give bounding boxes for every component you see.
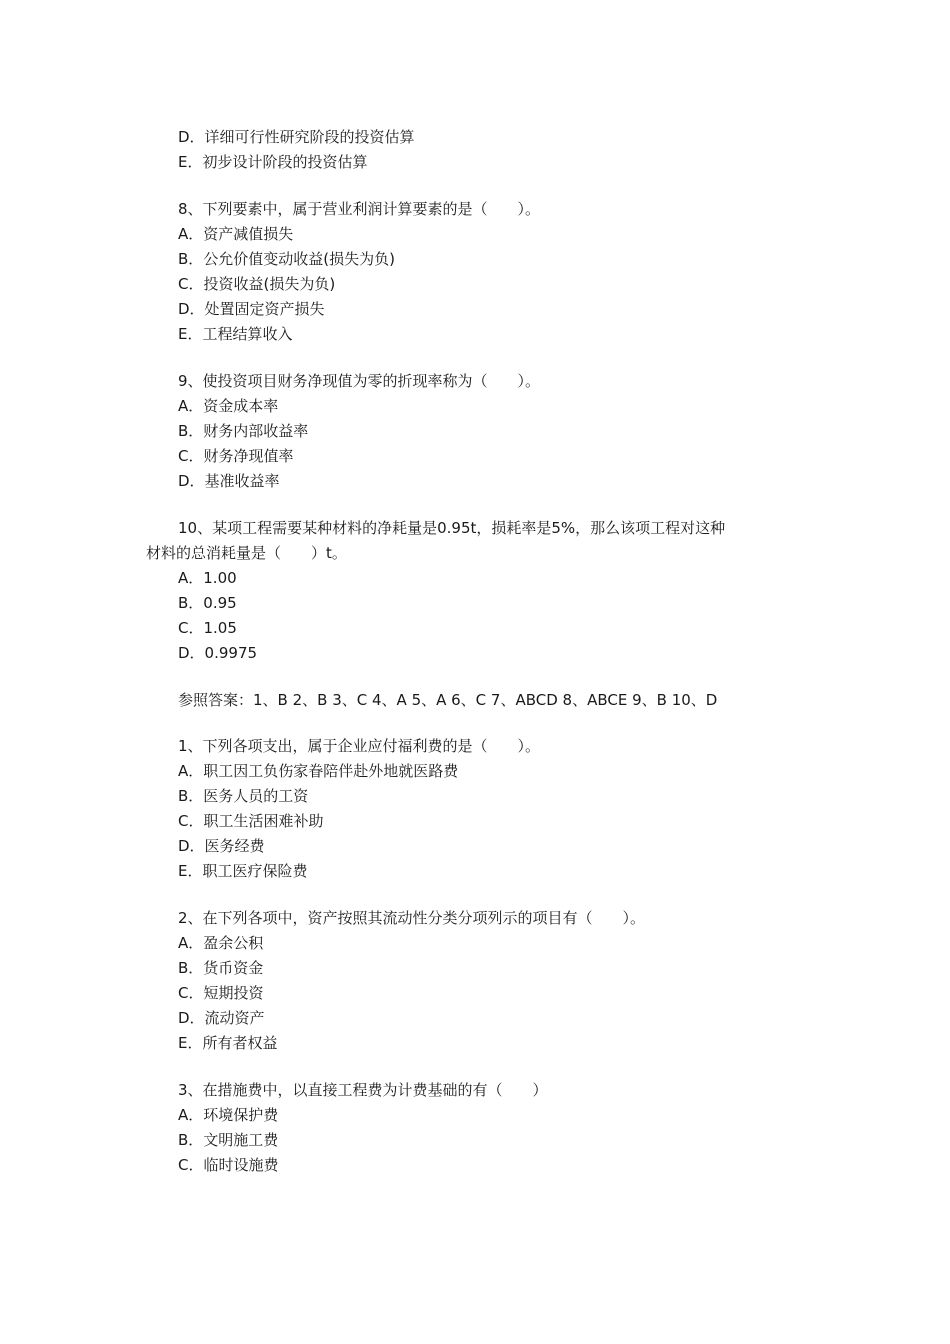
s2-q2-option-e: E．所有者权益	[178, 1034, 278, 1052]
s2-q1-option-e: E．职工医疗保险费	[178, 862, 308, 880]
q8-question: 8、下列要素中，属于营业利润计算要素的是（ ）。	[178, 200, 541, 218]
q10-option-b: B．0.95	[178, 594, 237, 612]
s2-q1-option-c: C．职工生活困难补助	[178, 812, 324, 830]
s2-q1-option-d: D．医务经费	[178, 837, 265, 855]
s2-q2-question: 2、在下列各项中，资产按照其流动性分类分项列示的项目有（ ）。	[178, 909, 646, 927]
s2-q3-option-c: C．临时设施费	[178, 1156, 279, 1174]
s2-q2-option-d: D．流动资产	[178, 1009, 265, 1027]
q9-question: 9、使投资项目财务净现值为零的折现率称为（ ）。	[178, 372, 541, 390]
q9-option-c: C．财务净现值率	[178, 447, 294, 465]
q8-option-a: A．资产减值损失	[178, 225, 294, 243]
s2-q3-option-a: A．环境保护费	[178, 1106, 279, 1124]
q9-option-d: D．基准收益率	[178, 472, 280, 490]
q8-option-c: C．投资收益(损失为负)	[178, 275, 336, 293]
q10-option-d: D．0.9975	[178, 644, 258, 662]
s2-q1-option-b: B．医务人员的工资	[178, 787, 309, 805]
q7-option-d: D．详细可行性研究阶段的投资估算	[178, 128, 415, 146]
q10-option-a: A．1.00	[178, 569, 237, 587]
q9-option-b: B．财务内部收益率	[178, 422, 309, 440]
q8-option-e: E．工程结算收入	[178, 325, 293, 343]
s2-q3-question: 3、在措施费中，以直接工程费为计费基础的有（ ）	[178, 1081, 548, 1099]
s2-q3-option-b: B．文明施工费	[178, 1131, 279, 1149]
q8-option-d: D．处置固定资产损失	[178, 300, 325, 318]
q9-option-a: A．资金成本率	[178, 397, 279, 415]
q10-question: 10、某项工程需要某种材料的净耗量是0.95t，损耗率是5%，那么该项工程对这种	[178, 519, 726, 537]
answer-key: 参照答案：1、B 2、B 3、C 4、A 5、A 6、C 7、ABCD 8、ABCE 9、B 10、D	[178, 691, 718, 709]
q8-option-b: B．公允价值变动收益(损失为负)	[178, 250, 395, 268]
s2-q2-option-c: C．短期投资	[178, 984, 264, 1002]
s2-q1-option-a: A．职工因工负伤家眷陪伴赴外地就医路费	[178, 762, 459, 780]
s2-q2-option-a: A．盈余公积	[178, 934, 264, 952]
s2-q2-option-b: B．货币资金	[178, 959, 264, 977]
s2-q1-question: 1、下列各项支出，属于企业应付福利费的是（ ）。	[178, 737, 541, 755]
q7-option-e: E．初步设计阶段的投资估算	[178, 153, 368, 171]
q10-option-c: C．1.05	[178, 619, 237, 637]
q10-question-continued: 材料的总消耗量是（ ）t。	[146, 544, 347, 562]
